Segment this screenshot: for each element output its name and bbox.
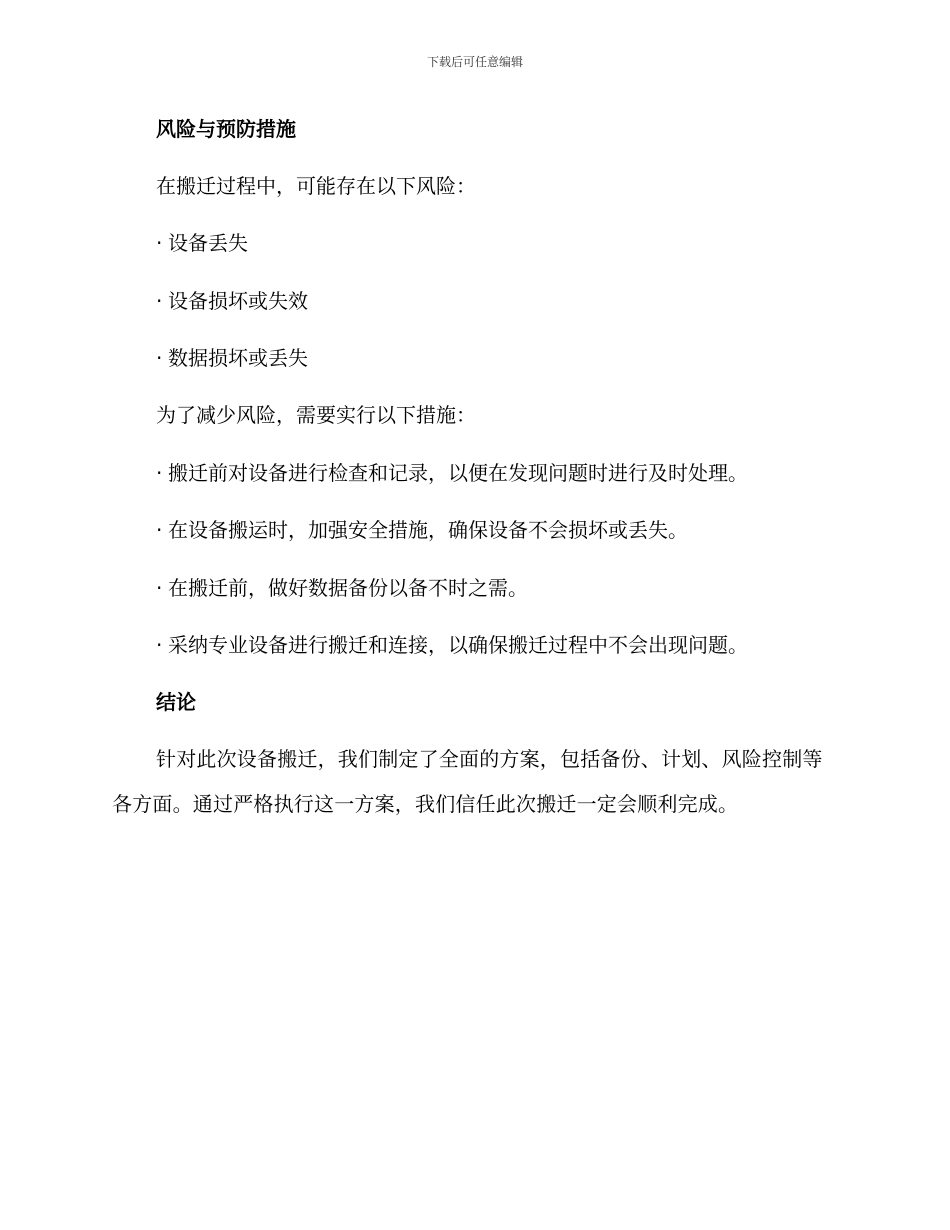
measure-item-text: 在设备搬运时，加强安全措施，确保设备不会损坏或丢失。 [168,518,688,542]
measure-item-text: 在搬迁前，做好数据备份以备不时之需。 [168,576,528,600]
measures-intro: 为了减少风险，需要实行以下措施： [156,403,476,427]
list-item [156,574,528,602]
risk-item-text: 数据损坏或丢失 [168,346,308,370]
risk-intro: 在搬迁过程中，可能存在以下风险： [156,174,476,198]
bullet-marker: · [156,633,163,657]
conclusion-paragraph: 针对此次设备搬迁，我们制定了全面的方案，包括备份、计划、风险控制等各方面。通过严格执行这一方案，我们信任此次搬迁一定会顺利完成。 [112,747,823,816]
page-header: 下载后可任意编辑 [426,55,523,69]
list-item [156,631,748,659]
bullet-marker: · [156,461,163,485]
bullet-marker: · [156,231,163,255]
risk-item-text: 设备损坏或失效 [168,289,308,313]
list-item [156,229,248,257]
section-heading-conclusion: 结论 [156,690,196,714]
list-item [156,459,748,487]
bullet-marker: · [156,518,163,542]
list-item [156,344,308,372]
bullet-marker: · [156,346,163,370]
bullet-marker: · [156,289,163,313]
measure-item-text: 搬迁前对设备进行检查和记录，以便在发现问题时进行及时处理。 [168,461,748,485]
bullet-marker: · [156,576,163,600]
section-heading-risk: 风险与预防措施 [156,117,296,141]
list-item [156,287,308,315]
risk-item-text: 设备丢失 [168,231,248,255]
list-item [156,516,688,544]
measure-item-text: 采纳专业设备进行搬迁和连接，以确保搬迁过程中不会出现问题。 [168,633,748,657]
